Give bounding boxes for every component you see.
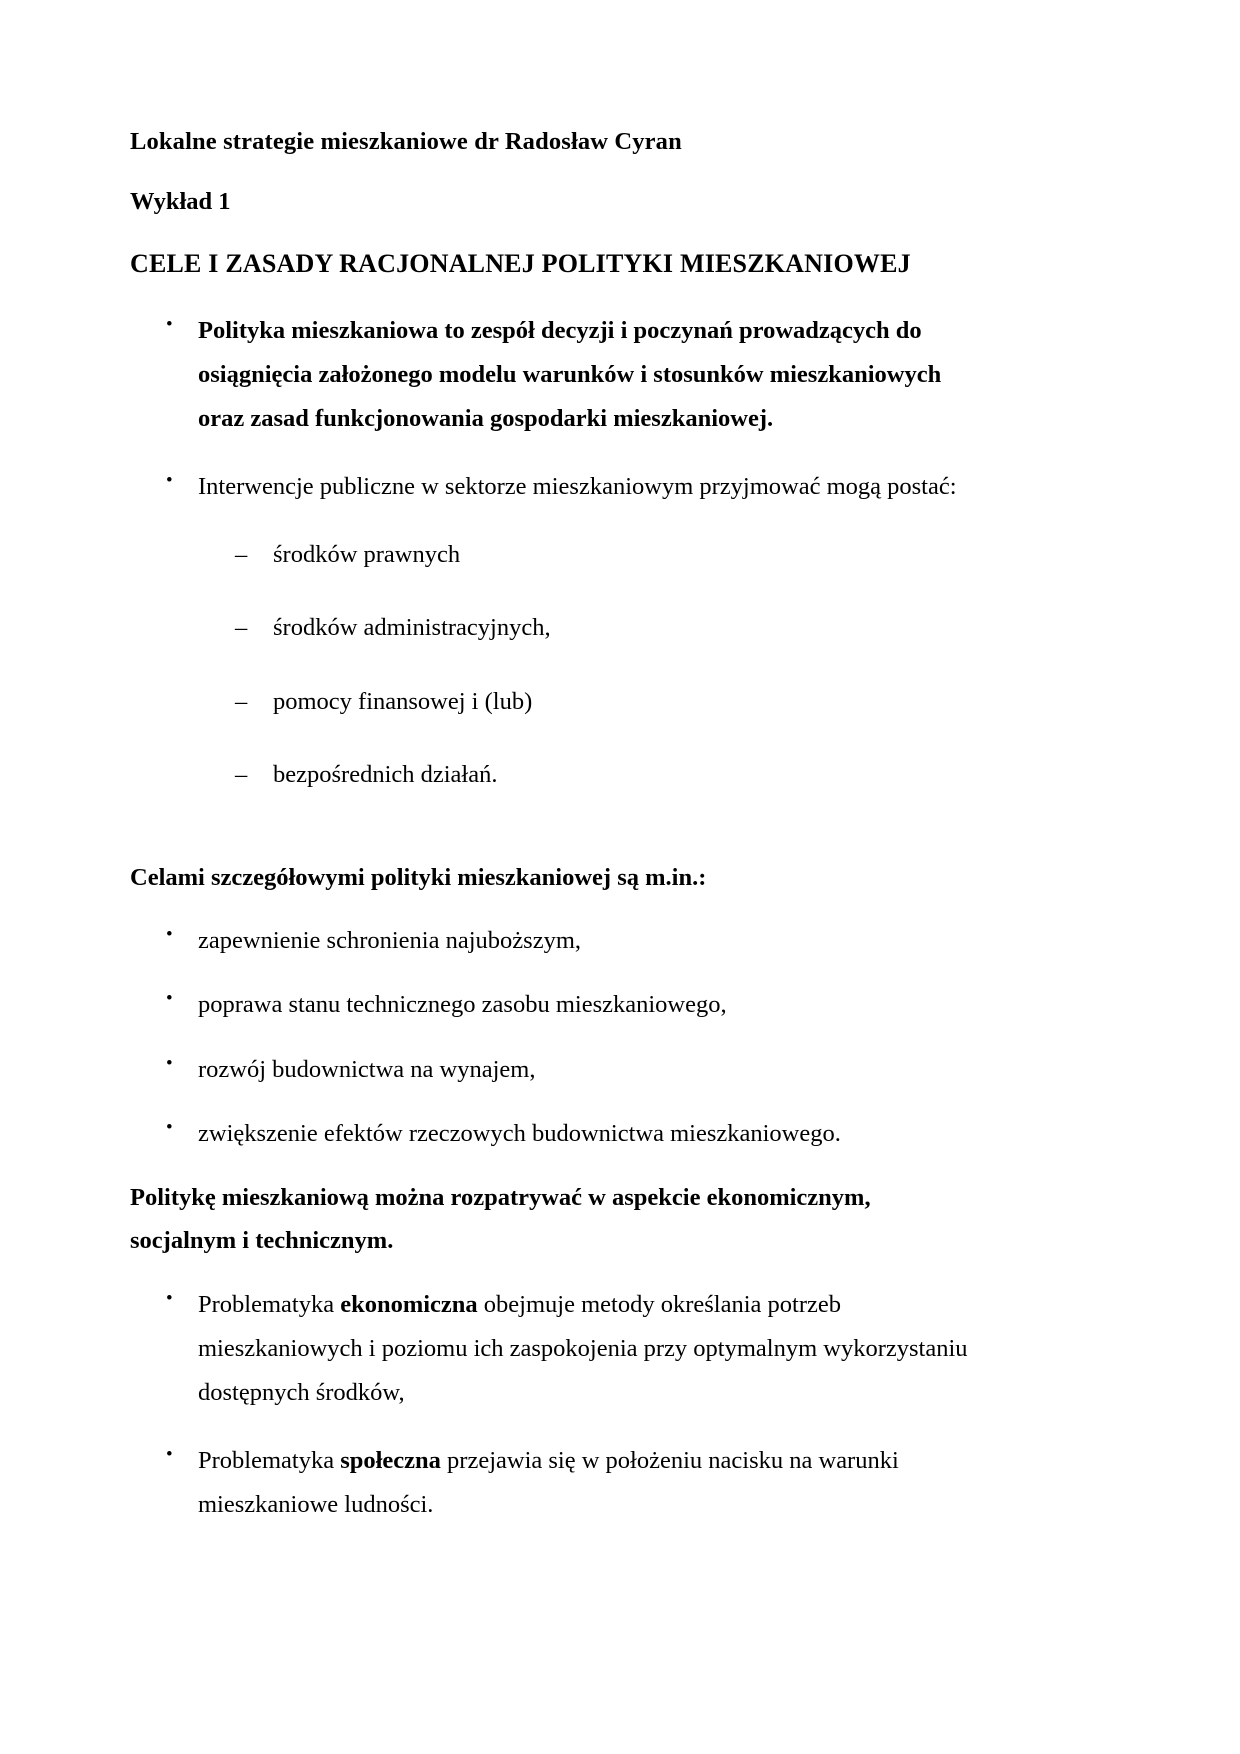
document-title: Lokalne strategie mieszkaniowe dr Radosław Cyran: [130, 128, 682, 155]
list-item: [130, 606, 980, 650]
list-item-text: poprawa stanu technicznego zasobu mieszkaniowego,: [198, 991, 727, 1019]
list-item-text-rest: obejmuje metody określania potrzeb mieszkaniowych i poziomu ich zaspokojenia przy optymalnym wykorzystaniu dostępnych środków,: [198, 1290, 968, 1407]
intervention-forms-list: [130, 533, 980, 796]
dash-icon: –: [235, 687, 248, 715]
list-item: [130, 309, 980, 441]
list-item-text-lead: Problematyka: [198, 1447, 341, 1475]
dash-icon: –: [235, 760, 248, 788]
list-item-text-rest: przejawia się w położeniu nacisku na warunki mieszkaniowe ludności.: [198, 1447, 899, 1519]
dash-icon: –: [235, 614, 248, 642]
list-item-text: zwiększenie efektów rzeczowych budownictwa mieszkaniowego.: [198, 1119, 841, 1147]
list-item: [130, 919, 980, 963]
list-item-emphasis: ekonomiczna: [340, 1290, 478, 1318]
list-item-text: środków prawnych: [273, 541, 461, 569]
bullet-icon: •: [166, 1052, 173, 1074]
bullet-icon: •: [166, 470, 173, 492]
list-item-text: środków administracyjnych,: [273, 614, 551, 642]
bullet-icon: •: [166, 988, 173, 1010]
list-item-text: Interwencje publiczne w sektorze mieszkaniowym przyjmować mogą postać:: [198, 473, 957, 501]
lecture-number: Wykład 1: [130, 188, 231, 215]
section-heading: CELE I ZASADY RACJONALNEJ POLITYKI MIESZKANIOWEJ: [130, 249, 911, 278]
list-item: [130, 680, 980, 724]
list-item: [130, 1439, 980, 1527]
document-body: [130, 128, 980, 1551]
list-item-emphasis: społeczna: [340, 1447, 441, 1475]
aspects-heading: Politykę mieszkaniową można rozpatrywać w aspekcie ekonomicznym, socjalnym i technicznym.: [130, 1183, 871, 1255]
list-item-text: Polityka mieszkaniowa to zespół decyzji i poczynań prowadzących do osiągnięcia założonego modelu warunków i stosunków mieszkaniowych oraz zasad funkcjonowania gospodarki mieszkaniowej.: [198, 317, 942, 433]
list-item: [130, 1283, 980, 1415]
bullet-icon: •: [166, 314, 173, 335]
bullet-icon: •: [166, 1116, 173, 1138]
goals-list: [130, 919, 980, 1155]
list-item: [130, 533, 980, 577]
list-item-text: rozwój budownictwa na wynajem,: [198, 1055, 536, 1083]
aspects-list: [130, 1283, 980, 1527]
intro-bullet-list: [130, 309, 980, 509]
list-item: [130, 1048, 980, 1092]
list-item-text-lead: Problematyka: [198, 1290, 341, 1318]
bullet-icon: •: [166, 1444, 173, 1466]
list-item: [130, 465, 980, 509]
list-item-text: zapewnienie schronienia najuboższym,: [198, 927, 582, 955]
list-item: [130, 1112, 980, 1156]
section-spacer: [130, 826, 980, 856]
dash-icon: –: [235, 541, 248, 569]
list-item: [130, 753, 980, 797]
list-item: [130, 983, 980, 1027]
list-item-text: bezpośrednich działań.: [273, 760, 498, 788]
bullet-icon: •: [166, 1287, 173, 1309]
list-item-text: pomocy finansowej i (lub): [273, 687, 533, 715]
goals-heading: Celami szczegółowymi polityki mieszkaniowej są m.in.:: [130, 863, 707, 891]
bullet-icon: •: [166, 924, 173, 946]
